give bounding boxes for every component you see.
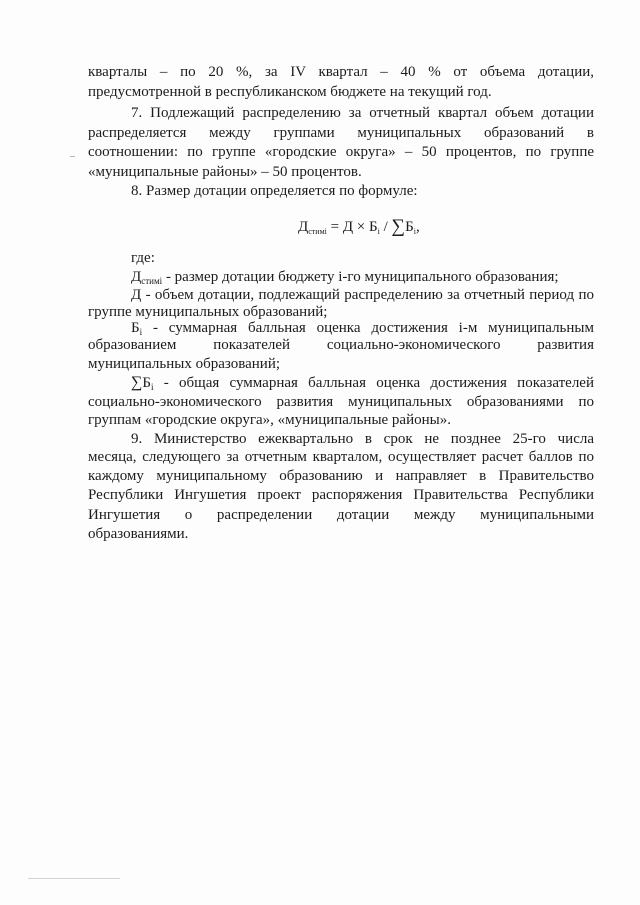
definition-line — [88, 374, 594, 393]
definition-line — [88, 268, 594, 287]
formula-sum-b: Б — [405, 219, 414, 235]
clause-9-line: Республики Ингушетия проект распоряжения Правительства Республики — [88, 487, 594, 503]
clause-8-line: 8. Размер дотации определяется по формуле: — [131, 183, 418, 199]
clause-7-line: «муниципальные районы» – 50 процентов. — [88, 164, 362, 180]
scan-edge-line — [28, 878, 120, 879]
clause-7-line: соотношении: по группе «городские округа» – 50 процентов, по группе — [88, 144, 594, 160]
clause-9-line: 9. Министерство ежеквартально в срок не позднее 25-го числа — [131, 431, 594, 447]
definition-symbol: Б — [131, 320, 140, 336]
clause-7-line: распределяется между группами муниципальных образований в — [88, 125, 594, 141]
intro-line: предусмотренной в республиканском бюджете на текущий год. — [88, 84, 492, 100]
clause-9-line: месяца, следующего за отчетным кварталом, осуществляет расчет баллов по — [88, 449, 594, 465]
definition-line: группе муниципальных образований; — [88, 304, 328, 320]
definition-subscript: стимi — [141, 276, 163, 286]
formula — [298, 216, 420, 238]
definition-line: Д - объем дотации, подлежащий распределению за отчетный период по — [131, 287, 594, 303]
formula-end: , — [415, 219, 420, 235]
formula-b-subscript: i — [377, 227, 380, 236]
definition-line: образованием показателей социально-экономического развития — [88, 337, 594, 353]
clause-9-line: образованиями. — [88, 526, 189, 542]
definition-line: муниципальных образований; — [88, 356, 281, 372]
formula-divide: / — [379, 219, 392, 235]
definition-symbol: Б — [142, 375, 152, 391]
clause-9-line: каждому муниципальному образованию и направляет в Правительство — [88, 468, 594, 484]
formula-lhs: Д — [298, 219, 309, 235]
definition-symbol: Д — [131, 269, 142, 285]
clause-9-line: Ингушетия о распределении дотации между муниципальными — [88, 507, 594, 523]
formula-b: Б — [369, 219, 378, 235]
definition-text: - размер дотации бюджету i-го муниципального образования; — [162, 269, 559, 285]
intro-line: кварталы – по 20 %, за IV квартал – 40 % от объема дотации, — [88, 64, 594, 80]
where-label: где: — [131, 250, 155, 266]
definition-text: - общая суммарная балльная оценка достижения показателей — [153, 375, 594, 391]
sum-sign: ∑ — [131, 374, 143, 391]
formula-equals: = Д × — [326, 219, 370, 235]
clause-7-line: 7. Подлежащий распределению за отчетный квартал объем дотации — [131, 105, 594, 121]
definition-line: группам «городские округа», «муниципальные районы». — [88, 412, 451, 428]
formula-sum-subscript: i — [413, 227, 416, 236]
definition-text: - суммарная балльная оценка достижения i-м муниципальным — [142, 320, 594, 336]
definition-subscript: i — [139, 327, 143, 337]
formula-lhs-subscript: стимi — [308, 227, 327, 236]
scan-margin-mark — [70, 156, 75, 157]
sum-sign: ∑ — [391, 216, 406, 237]
definition-line: социально-экономического развития муниципальных образованиями по — [88, 394, 594, 410]
definition-subscript: i — [151, 382, 154, 392]
